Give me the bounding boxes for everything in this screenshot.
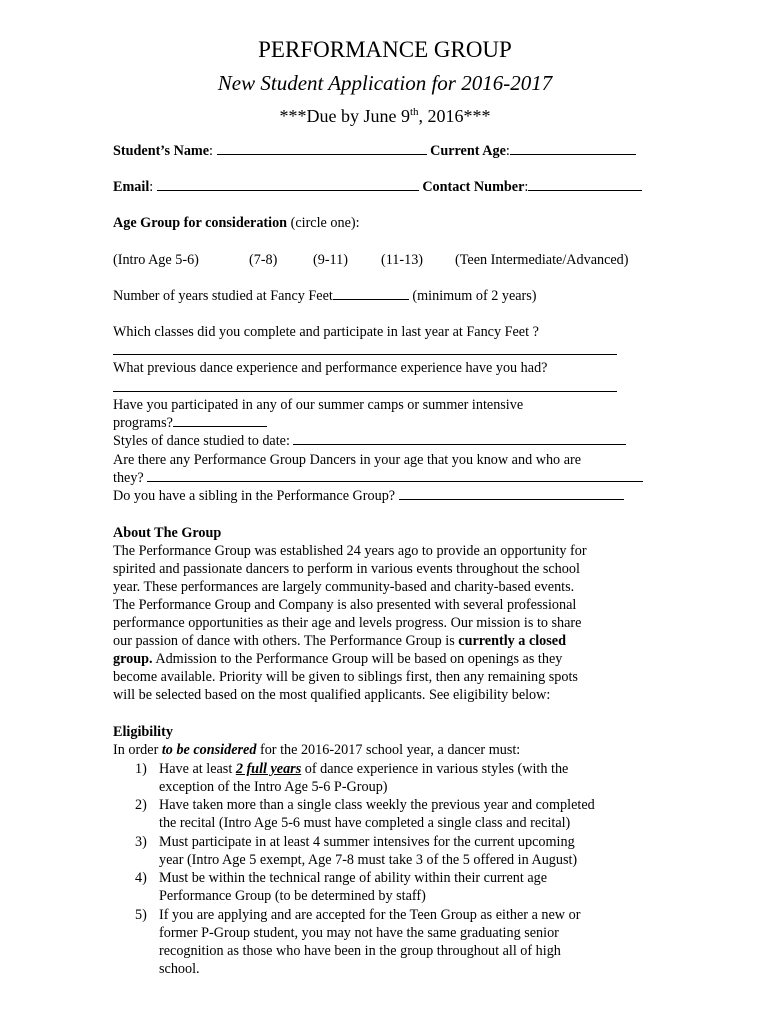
classes-answer-line[interactable] bbox=[113, 354, 617, 355]
camps-question-line1: Have you participated in any of our summer camps or summer intensive bbox=[113, 397, 524, 413]
about-line: The Performance Group was established 24 years ago to provide an opportunity for bbox=[113, 543, 587, 559]
eligibility-item-number: 1) bbox=[135, 761, 147, 777]
years-studied-label: Number of years studied at Fancy Feet bbox=[113, 288, 333, 304]
eligibility-heading: Eligibility bbox=[113, 724, 173, 740]
camps-question-line2 bbox=[113, 414, 267, 432]
eligibility-intro-emphasis: to be considered bbox=[161, 742, 257, 758]
eligibility-item-cont: year (Intro Age 5 exempt, Age 7-8 must take 3 of the 5 offered in August) bbox=[159, 852, 578, 868]
age-group-row bbox=[113, 214, 360, 232]
colon: : bbox=[505, 143, 510, 159]
eligibility-intro-prefix: In order bbox=[113, 742, 162, 758]
item1-emphasis: 2 full years bbox=[235, 761, 302, 777]
colon: : bbox=[524, 179, 529, 195]
know-question-line1: Are there any Performance Group Dancers in your age that you know and who are bbox=[113, 452, 582, 468]
colon: : bbox=[209, 143, 213, 159]
sibling-row bbox=[113, 487, 624, 505]
contact-number-field[interactable] bbox=[528, 178, 642, 191]
eligibility-item-number: 3) bbox=[135, 834, 147, 850]
about-line: become available. Priority will be given to siblings first, then any remaining spots bbox=[113, 669, 578, 685]
experience-question: What previous dance experience and performance experience have you had? bbox=[113, 360, 548, 376]
sibling-question: Do you have a sibling in the Performance Group? bbox=[113, 488, 396, 504]
email-row bbox=[113, 178, 642, 196]
eligibility-item-number: 4) bbox=[135, 870, 147, 886]
about-line bbox=[113, 650, 562, 668]
eligibility-item: Have taken more than a single class weekly the previous year and completed bbox=[159, 797, 595, 813]
styles-row bbox=[113, 432, 626, 450]
know-question-line2 bbox=[113, 469, 643, 487]
about-line7-text: Admission to the Performance Group will be based on openings as they bbox=[152, 651, 563, 667]
classes-question: Which classes did you complete and participate in last year at Fancy Feet ? bbox=[113, 324, 539, 340]
due-date-suffix: , 2016*** bbox=[418, 106, 491, 126]
due-date-sup: th bbox=[409, 106, 419, 118]
age-option-11-13[interactable]: (11-13) bbox=[381, 252, 424, 268]
eligibility-item-cont: exception of the Intro Age 5-6 P-Group) bbox=[159, 779, 388, 795]
about-line6-text: our passion of dance with others. The Performance Group is bbox=[113, 633, 459, 649]
current-age-label: Current Age bbox=[430, 143, 506, 159]
sibling-answer-field[interactable] bbox=[399, 487, 624, 500]
camps-question-text: programs? bbox=[113, 415, 173, 431]
contact-number-label: Contact Number bbox=[422, 179, 525, 195]
eligibility-intro-suffix: for the 2016-2017 school year, a dancer must: bbox=[256, 742, 521, 758]
years-studied-hint: (minimum of 2 years) bbox=[412, 288, 537, 304]
page-subtitle: New Student Application for 2016-2017 bbox=[217, 71, 553, 95]
email-label: Email bbox=[113, 179, 150, 195]
student-name-field[interactable] bbox=[217, 142, 427, 155]
camps-answer-field[interactable] bbox=[173, 414, 267, 427]
email-field[interactable] bbox=[157, 178, 419, 191]
eligibility-item-number: 5) bbox=[135, 907, 147, 923]
age-option-9-11[interactable]: (9-11) bbox=[313, 252, 348, 268]
about-line: performance opportunities as their age and levels progress. Our mission is to share bbox=[113, 615, 582, 631]
eligibility-intro bbox=[113, 741, 520, 759]
eligibility-item-cont: Performance Group (to be determined by staff) bbox=[159, 888, 426, 904]
closed-group-emphasis: currently a closed bbox=[458, 633, 566, 649]
item1-suffix: of dance experience in various styles (with the bbox=[301, 761, 569, 777]
eligibility-item-cont: former P-Group student, you may not have the same graduating senior bbox=[159, 925, 559, 941]
know-question-text: they? bbox=[113, 470, 144, 486]
eligibility-item: If you are applying and are accepted for the Teen Group as either a new or bbox=[159, 907, 581, 923]
years-studied-row bbox=[113, 287, 537, 305]
eligibility-item bbox=[159, 760, 568, 778]
student-name-row bbox=[113, 142, 636, 160]
about-line bbox=[113, 632, 566, 650]
experience-answer-line[interactable] bbox=[113, 391, 617, 392]
item1-prefix: Have at least bbox=[159, 761, 236, 777]
eligibility-item-cont: school. bbox=[159, 961, 200, 977]
about-heading: About The Group bbox=[113, 525, 222, 541]
years-studied-field[interactable] bbox=[333, 287, 409, 300]
about-line: The Performance Group and Company is also presented with several professional bbox=[113, 597, 577, 613]
know-answer-field[interactable] bbox=[147, 469, 643, 482]
age-option-teen[interactable]: (Teen Intermediate/Advanced) bbox=[455, 252, 629, 268]
age-group-label: Age Group for consideration bbox=[113, 215, 288, 231]
page-title: PERFORMANCE GROUP bbox=[258, 37, 512, 62]
about-line: spirited and passionate dancers to perform in various events throughout the school bbox=[113, 561, 580, 577]
styles-answer-field[interactable] bbox=[293, 432, 626, 445]
eligibility-item: Must participate in at least 4 summer intensives for the current upcoming bbox=[159, 834, 575, 850]
current-age-field[interactable] bbox=[510, 142, 636, 155]
age-option-intro[interactable]: (Intro Age 5-6) bbox=[113, 252, 199, 268]
about-line: year. These performances are largely community-based and charity-based events. bbox=[113, 579, 575, 595]
eligibility-item-cont: recognition as those who have been in the group throughout all of high bbox=[159, 943, 561, 959]
closed-group-emphasis-end: group. bbox=[113, 651, 153, 667]
age-group-hint: (circle one): bbox=[287, 215, 360, 231]
student-name-label: Student’s Name bbox=[113, 143, 210, 159]
age-option-7-8[interactable]: (7-8) bbox=[249, 252, 278, 268]
about-line: will be selected based on the most qualified applicants. See eligibility below: bbox=[113, 687, 551, 703]
eligibility-item: Must be within the technical range of ability within their current age bbox=[159, 870, 548, 886]
colon: : bbox=[149, 179, 154, 195]
due-date-prefix: ***Due by June 9 bbox=[279, 106, 410, 126]
due-date bbox=[0, 100, 770, 128]
eligibility-item-cont: the recital (Intro Age 5-6 must have completed a single class and recital) bbox=[159, 815, 571, 831]
eligibility-item-number: 2) bbox=[135, 797, 147, 813]
styles-question: Styles of dance studied to date: bbox=[113, 433, 290, 449]
